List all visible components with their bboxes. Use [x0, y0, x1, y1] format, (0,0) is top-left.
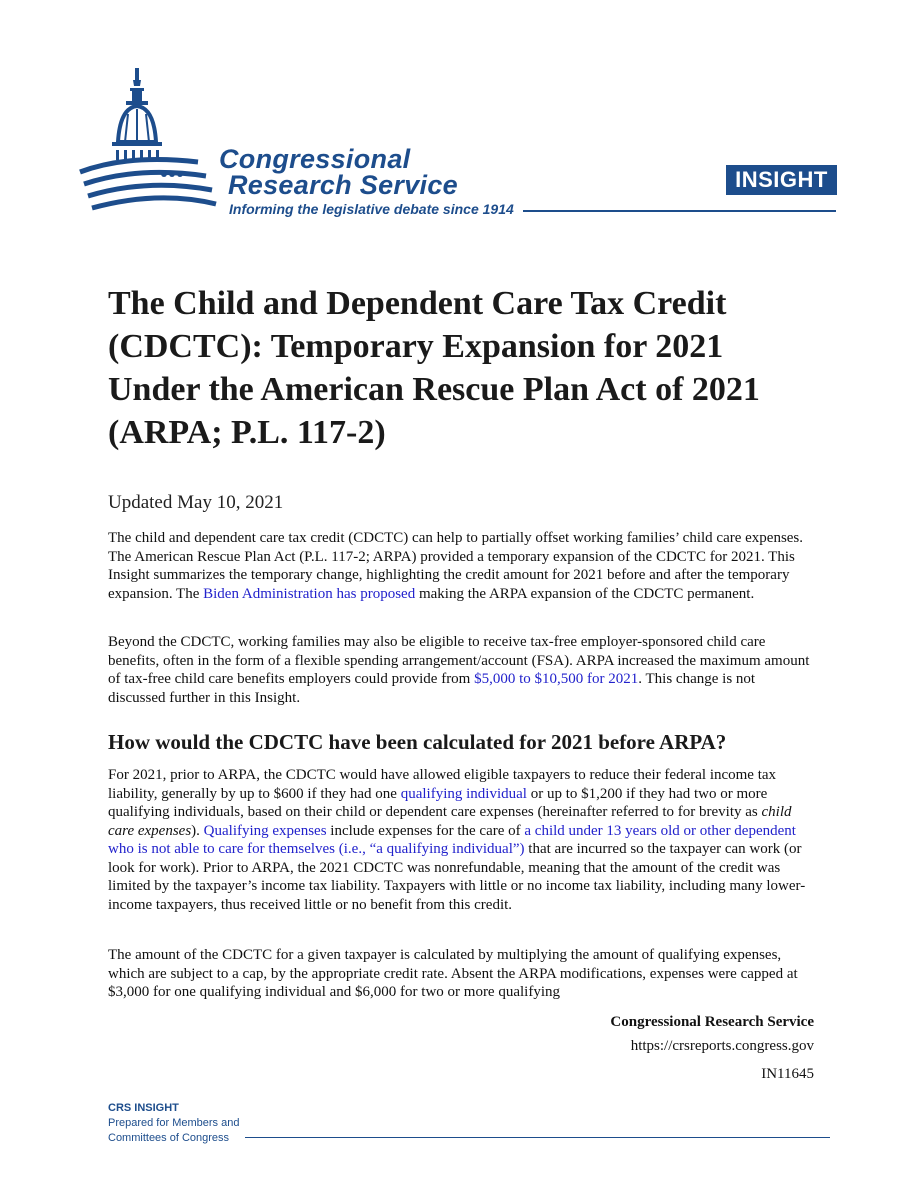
paragraph-text: The child and dependent care tax credit (CDCTC) can help to partially offset working families’ child care expenses. The American Rescue Plan Act (P.L. 117-2; ARPA) provided a temporary expansion of the CDCTC for 2021. This Insight summarizes the temporary change, highlighting the credit amount for 2021 before and after the temporary expansion. The	[108, 530, 804, 602]
paragraph-text: making the ARPA expansion of the CDCTC permanent.	[415, 585, 755, 602]
paragraph-text: . This change is not discussed further in this Insight.	[108, 671, 756, 706]
paragraph-text: ).	[191, 822, 204, 839]
biden-proposal-link[interactable]: Biden Administration has proposed	[203, 585, 416, 602]
org-name-line2: Research Service	[228, 170, 458, 200]
qualifying-expenses-link[interactable]: Qualifying expenses	[203, 822, 327, 839]
footer-org: Congressional Research Service	[610, 1014, 814, 1030]
paragraph-calculation	[108, 766, 814, 914]
qualifying-dependent-link[interactable]: a child under 13 years old or other dependent who is not able to care for themselves (i.e., “a qualifying individual”)	[108, 822, 796, 857]
paragraph-fsa	[108, 633, 814, 707]
paragraph-text: Beyond the CDCTC, working families may also be eligible to receive tax-free employer-sponsored child care benefits, often in the form of a flexible spending arrangement/account (FSA). ARPA increased the maximum amount of tax-free child care benefits employers could provide from	[108, 634, 810, 687]
paragraph-text: include expenses for the care of	[326, 822, 525, 839]
paragraph-text: that are incurred so the taxpayer can work (or look for work). Prior to ARPA, the 2021 CDCTC was nonrefundable, meaning that the amount of the credit was limited by the taxpayer’s income tax liability. Taxpayers with little or no income tax liability, including many lower-income taxpayers, thus received little or no benefit from this credit.	[108, 841, 806, 913]
report-id: IN11645	[761, 1066, 814, 1082]
paragraph-text: For 2021, prior to ARPA, the CDCTC would have allowed eligible taxpayers to reduce their federal income tax liability, generally by up to $600 if they had one	[108, 767, 777, 802]
org-name-line1: Congressional	[219, 144, 411, 174]
footer-divider	[245, 1137, 830, 1138]
footer-url[interactable]: https://crsreports.congress.gov	[630, 1038, 814, 1054]
fsa-limit-link[interactable]: $5,000 to $10,500 for 2021	[474, 671, 639, 687]
page-title: The Child and Dependent Care Tax Credit (CDCTC): Temporary Expansion for 2021 Under the American Rescue Plan Act of 2021 (ARPA; P.L. 117-2)	[108, 285, 760, 451]
updated-date: Updated May 10, 2021	[108, 492, 284, 513]
org-tagline: Informing the legislative debate since 1914	[229, 201, 514, 217]
crs-insight-label: CRS INSIGHT	[108, 1102, 179, 1114]
crs-footer-label	[108, 1101, 239, 1146]
crs-logo	[78, 62, 538, 222]
paragraph-text: or up to $1,200 if they had two or more qualifying individuals, based on their child or dependent care expenses (hereinafter referred to for brevity as	[108, 785, 768, 820]
header-divider	[523, 210, 836, 212]
paragraph-amount: The amount of the CDCTC for a given taxpayer is calculated by multiplying the amount of qualifying expenses, which are subject to a cap, by the appropriate credit rate. Absent the ARPA modifications, expenses were capped at $3,000 for one qualifying individual and $6,000 for two or more qualifying	[108, 947, 798, 1000]
section-heading: How would the CDCTC have been calculated for 2021 before ARPA?	[108, 730, 727, 754]
capitol-dome-icon	[78, 62, 238, 222]
prepared-for-line2: Committees of Congress	[108, 1132, 230, 1144]
paragraph-intro	[108, 529, 814, 603]
emphasis-text: child care expenses	[108, 804, 792, 839]
insight-badge: INSIGHT	[726, 165, 837, 195]
qualifying-individual-link[interactable]: qualifying individual	[400, 785, 527, 802]
prepared-for-line1: Prepared for Members and	[108, 1117, 240, 1129]
